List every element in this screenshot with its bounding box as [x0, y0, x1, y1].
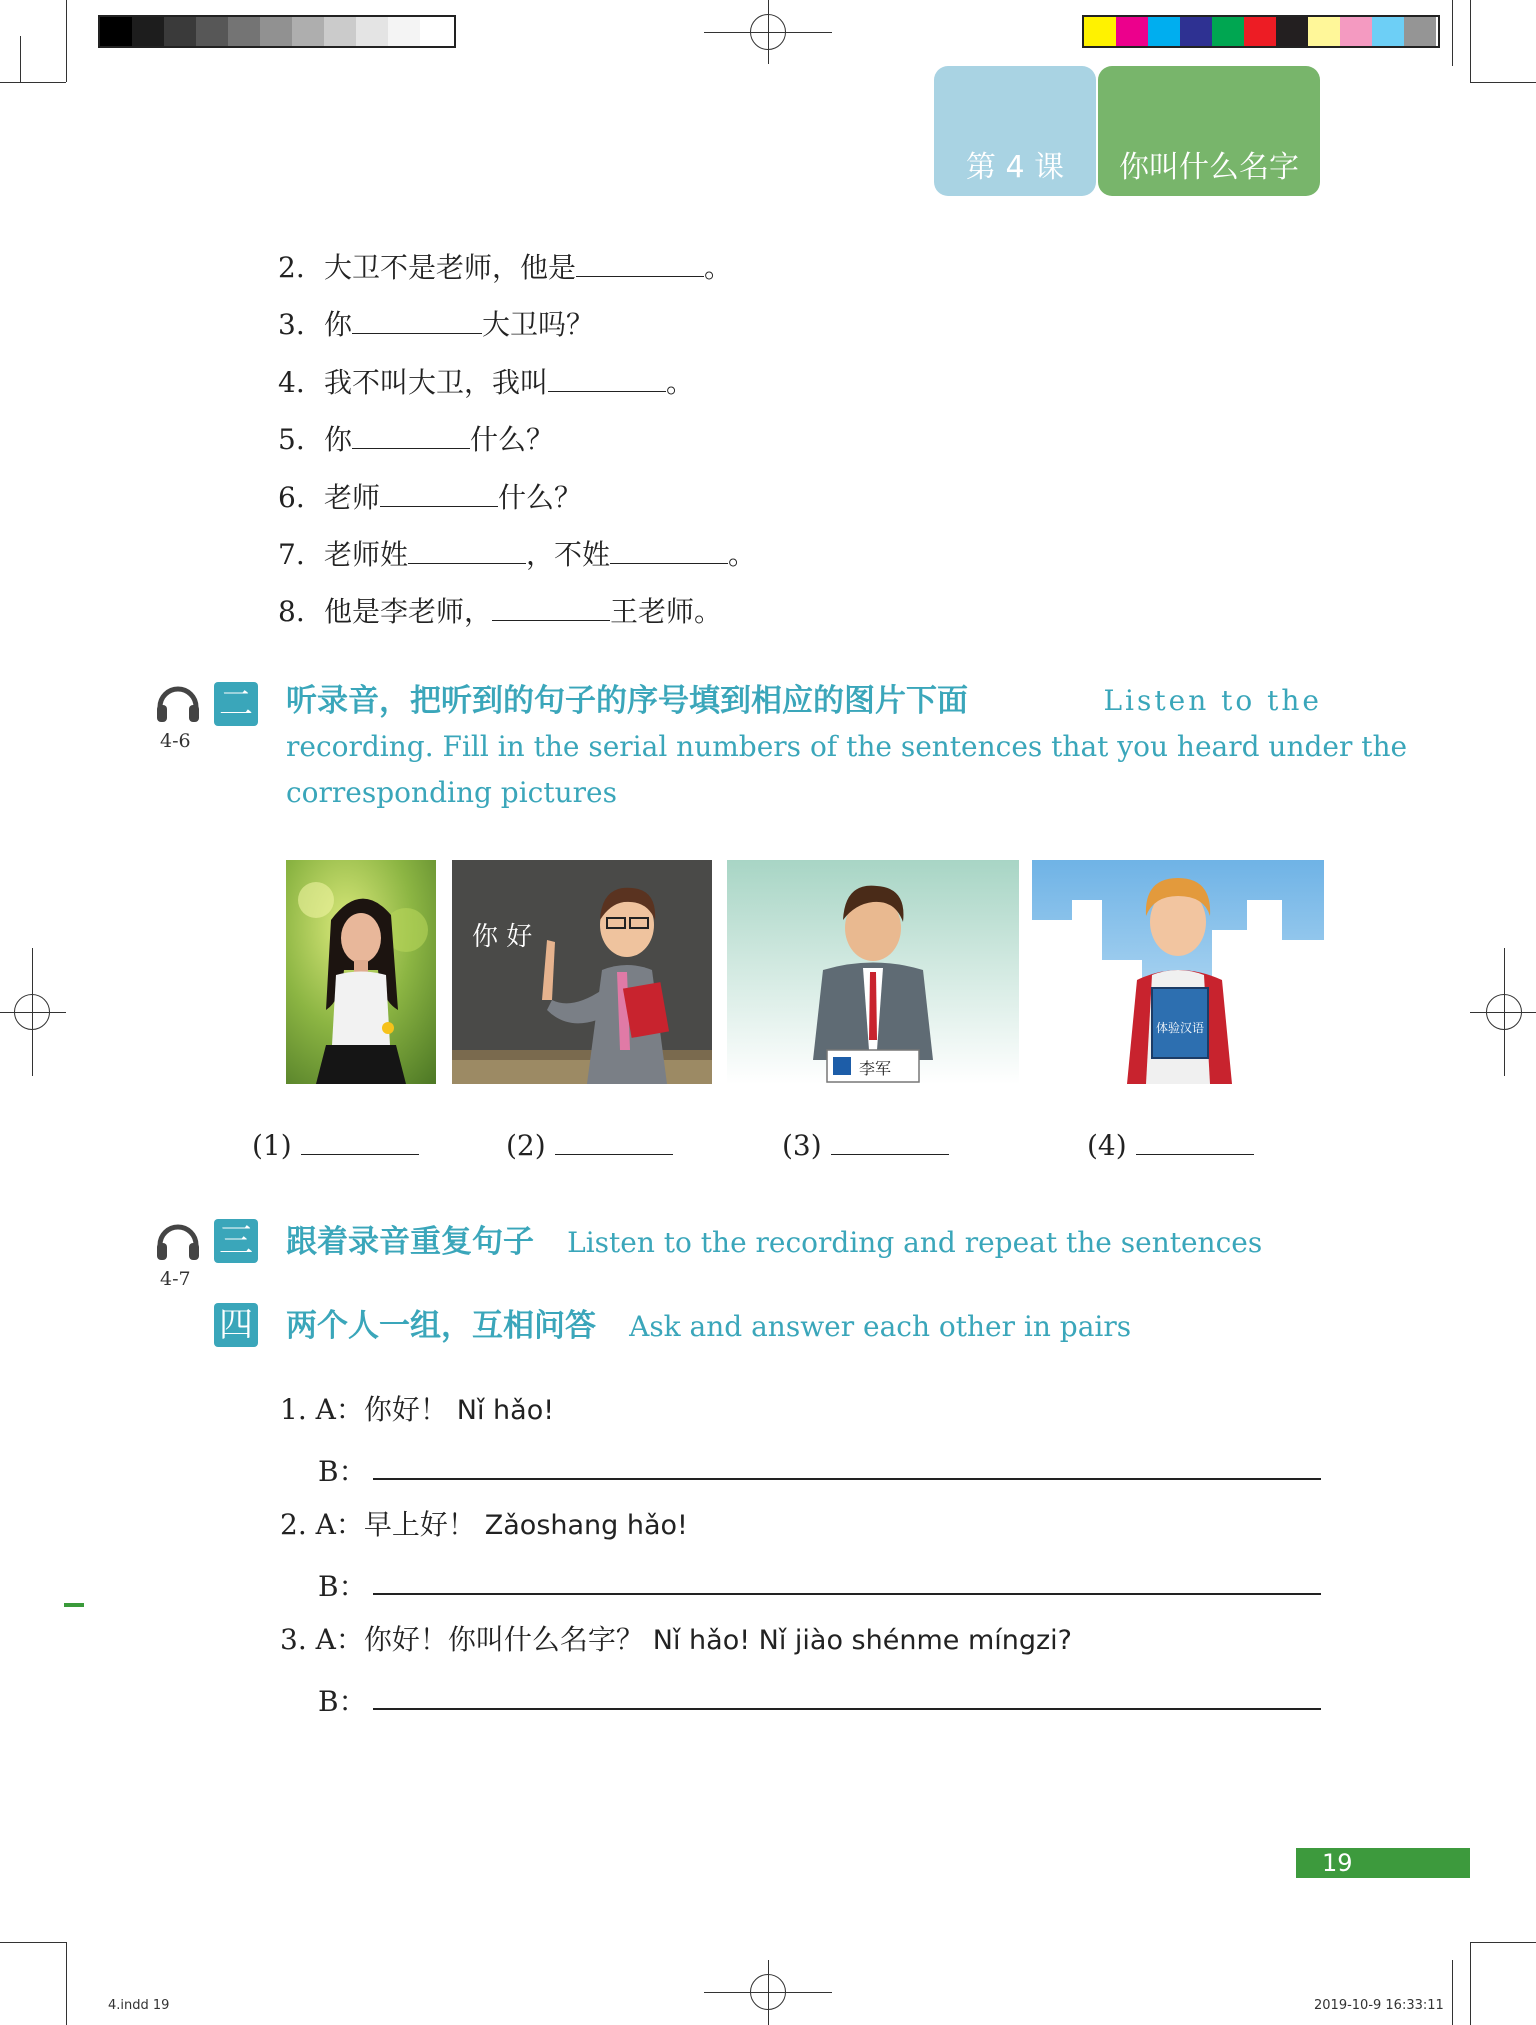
chalkboard-text: 你 好 — [472, 922, 533, 952]
grayscale-bar — [98, 15, 456, 48]
book-title-text: 体验汉语 — [1156, 1021, 1205, 1035]
section-2-heading: 听录音，把听到的句子的序号填到相应的图片下面 Listen to the recording. Fill in the serial numbers of the sentences that you heard under the corresponding pictures — [286, 683, 1408, 809]
fill-blank[interactable] — [831, 1128, 949, 1155]
businessman-cartoon — [727, 860, 1019, 1084]
page-number-bar — [1296, 1848, 1470, 1878]
picture-caption: (4) — [1087, 1128, 1254, 1162]
exercise-item: 5. 你 什么？ — [278, 423, 555, 456]
lesson-title-label: 你叫什么名字 — [1119, 150, 1299, 185]
student-cartoon — [1032, 860, 1324, 1084]
section-badge: 二 — [214, 682, 258, 726]
lesson-number-label: 第 4 课 — [965, 150, 1065, 185]
fill-blank[interactable] — [352, 422, 470, 449]
teacher-cartoon — [452, 860, 712, 1084]
section-badge: 三 — [214, 1219, 258, 1263]
exercise-item: 4. 我不叫大卫，我叫 。 — [278, 366, 695, 399]
lesson-title-tab — [1098, 66, 1320, 196]
exercise-item: 2. 大卫不是老师，他是 。 — [278, 251, 733, 284]
dialogue-answer-label: B： — [318, 1685, 367, 1718]
exercise-item: 8. 他是李老师， 王老师。 — [278, 595, 723, 628]
name-card-text: 李军 — [859, 1059, 892, 1078]
headphones-icon[interactable] — [154, 1215, 202, 1263]
color-bar — [1082, 15, 1440, 48]
answer-line[interactable] — [373, 1708, 1321, 1710]
exercise-item: 7. 老师姓 ，不姓 。 — [278, 538, 757, 571]
margin-mark — [64, 1603, 84, 1607]
section-badge: 四 — [214, 1303, 258, 1347]
fill-blank[interactable] — [492, 594, 610, 621]
footer-timestamp: 2019-10-9 16:33:11 — [1314, 1998, 1444, 2013]
girl-photo — [286, 860, 436, 1084]
fill-blank[interactable] — [576, 250, 704, 277]
lesson-number-tab — [934, 66, 1096, 196]
dialogue-answer-label: B： — [318, 1570, 367, 1603]
audio-track-number: 4-6 — [160, 730, 191, 752]
audio-track-number: 4-7 — [160, 1268, 191, 1290]
picture-caption: (2) — [506, 1128, 673, 1162]
fill-blank[interactable] — [1136, 1128, 1254, 1155]
dialogue-question: 1. A：你好！ Nǐ hǎo! — [280, 1393, 555, 1426]
dialogue-question: 3. A：你好！你叫什么名字？ Nǐ hǎo! Nǐ jiào shénme míngzi? — [280, 1623, 1073, 1656]
picture-caption: (3) — [782, 1128, 949, 1162]
section-3-heading: 跟着录音重复句子 Listen to the recording and repeat the sentences — [286, 1224, 1263, 1260]
dialogue-question: 2. A：早上好！ Zǎoshang hǎo! — [280, 1508, 688, 1541]
dialogue-answer-label: B： — [318, 1455, 367, 1488]
fill-blank[interactable] — [301, 1128, 419, 1155]
fill-blank[interactable] — [408, 537, 526, 564]
section-4-heading: 两个人一组，互相问答 Ask and answer each other in pairs — [286, 1308, 1132, 1344]
picture-caption: (1) — [252, 1128, 419, 1162]
fill-blank[interactable] — [380, 480, 498, 507]
page-number: 19 — [1322, 1849, 1353, 1877]
headphones-icon[interactable] — [154, 677, 202, 725]
footer-file-label: 4.indd 19 — [108, 1998, 170, 2013]
fill-blank[interactable] — [555, 1128, 673, 1155]
fill-blank[interactable] — [610, 537, 728, 564]
answer-line[interactable] — [373, 1593, 1321, 1595]
exercise-item: 6. 老师 什么？ — [278, 481, 583, 514]
exercise-item: 3. 你 大卫吗？ — [278, 308, 595, 341]
fill-blank[interactable] — [548, 365, 666, 392]
fill-blank[interactable] — [352, 307, 482, 334]
answer-line[interactable] — [373, 1478, 1321, 1480]
